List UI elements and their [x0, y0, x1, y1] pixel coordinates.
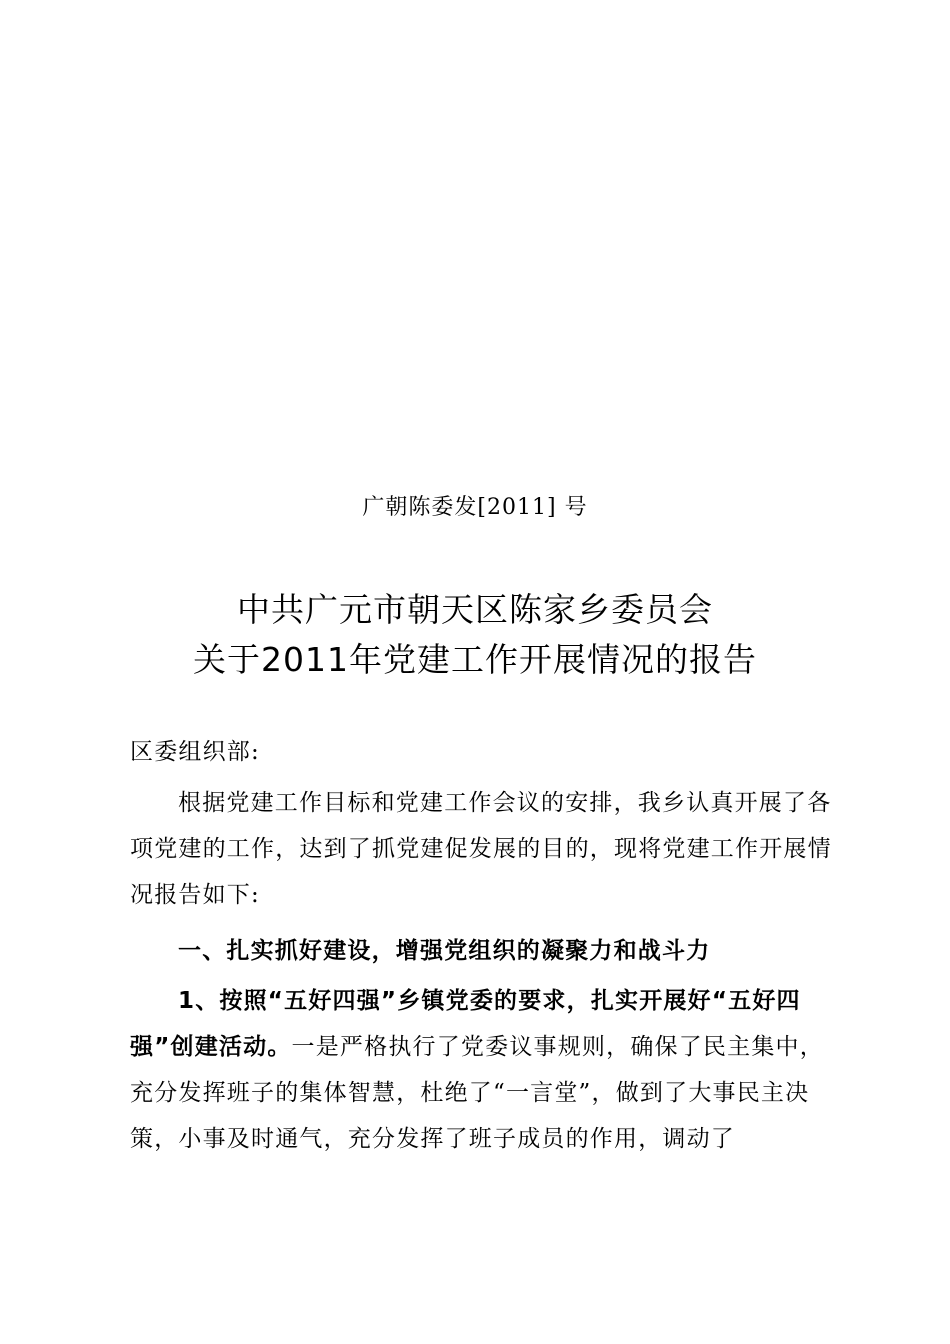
- item-1-text: 一是严格执行了党委议事规则，确保了民主集中，充分发挥班子的集体智慧，杜绝了“一言堂”，做到了大事民主决策，小事及时通气，充分发挥了班子成员的作用，调动了: [130, 1034, 824, 1152]
- document-title-line2: 关于2011年党建工作开展情况的报告: [193, 640, 757, 679]
- item-1-lead: 1、按照“五好四强”乡镇党委的要求，扎实开展好“五好四强”创建活动。: [130, 988, 801, 1060]
- salutation: 区委组织部:: [130, 739, 260, 765]
- section-heading-1: 一、扎实抓好建设，增强党组织的凝聚力和战斗力: [178, 938, 711, 964]
- document-number: 广朝陈委发[2011] 号: [362, 495, 588, 520]
- item-1-paragraph: [130, 978, 832, 1162]
- intro-paragraph: 根据党建工作目标和党建工作会议的安排，我乡认真开展了各项党建的工作，达到了抓党建促发展的目的，现将党建工作开展情况报告如下:: [130, 790, 832, 908]
- document-title-line1: 中共广元市朝天区陈家乡委员会: [237, 590, 713, 629]
